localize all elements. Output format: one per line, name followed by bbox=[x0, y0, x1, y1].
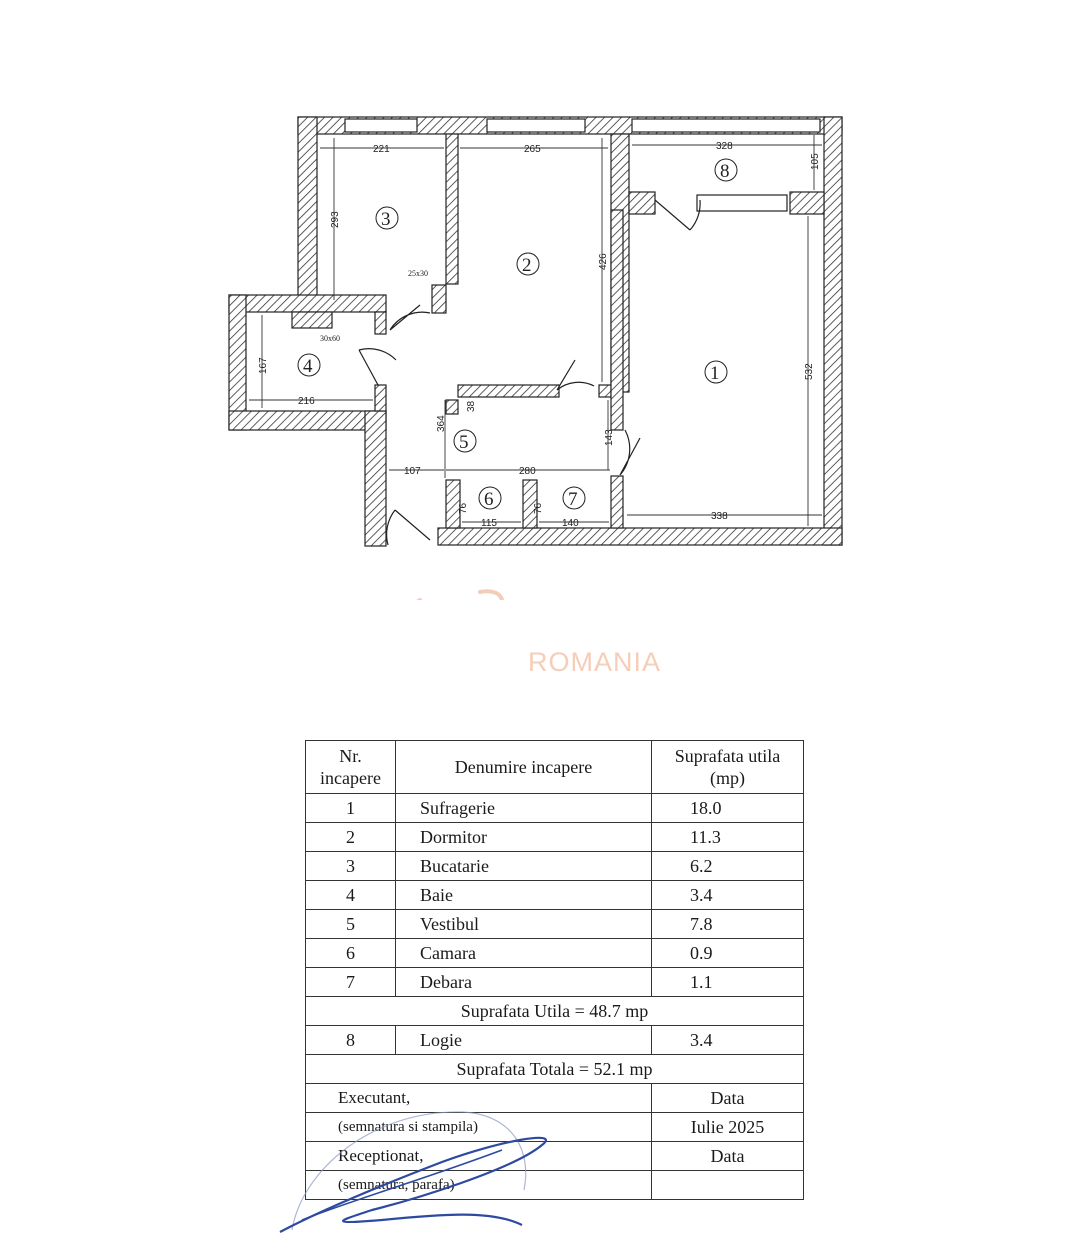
table-row bbox=[306, 939, 804, 968]
row-name: Sufragerie bbox=[396, 794, 652, 823]
data-value: Iulie 2025 bbox=[652, 1113, 804, 1142]
data-label: Data bbox=[652, 1084, 804, 1113]
grand-total: Suprafata Totala = 52.1 mp bbox=[306, 1055, 804, 1084]
dim-r1-width: 338 bbox=[711, 511, 728, 522]
row-area: 18.0 bbox=[652, 794, 804, 823]
row-nr: 3 bbox=[306, 852, 396, 881]
dim-r3-height: 293 bbox=[330, 211, 341, 228]
dim-r5-b: 280 bbox=[519, 466, 536, 477]
row-nr: 8 bbox=[306, 1026, 396, 1055]
row-name: Camara bbox=[396, 939, 652, 968]
room-number-2: 2 bbox=[522, 255, 532, 276]
dim-r2-width: 265 bbox=[524, 144, 541, 155]
executant-sign-note: (semnatura si stampila) bbox=[306, 1113, 652, 1142]
dim-r6-width: 115 bbox=[481, 518, 497, 529]
dim-r7-width: 140 bbox=[562, 518, 579, 529]
dim-r4-height: 167 bbox=[258, 357, 269, 374]
room-number-3: 3 bbox=[381, 209, 391, 230]
receptionat-sign-note: (semnatura, parafa) bbox=[306, 1171, 652, 1200]
row-area: 1.1 bbox=[652, 968, 804, 997]
signature-stamp-icon bbox=[262, 1090, 562, 1237]
watermark-logo-icon bbox=[405, 591, 503, 600]
dim-r2-height: 426 bbox=[598, 253, 609, 270]
watermark-text: ROMANIA bbox=[528, 647, 662, 677]
dim-r7-height: 76 bbox=[533, 502, 544, 514]
dim-r4-width: 216 bbox=[298, 396, 315, 407]
row-nr: 5 bbox=[306, 910, 396, 939]
row-name: Vestibul bbox=[396, 910, 652, 939]
util-total: Suprafata Utila = 48.7 mp bbox=[306, 997, 804, 1026]
shaft-label-2: 30x60 bbox=[320, 334, 340, 343]
dim-niche: 38 bbox=[466, 400, 477, 412]
table-header-row bbox=[306, 741, 804, 794]
row-area: 3.4 bbox=[652, 1026, 804, 1055]
row-area: 7.8 bbox=[652, 910, 804, 939]
room-number-6: 6 bbox=[484, 489, 494, 510]
row-name: Bucatarie bbox=[396, 852, 652, 881]
row-name: Logie bbox=[396, 1026, 652, 1055]
table-row bbox=[306, 968, 804, 997]
row-name: Dormitor bbox=[396, 823, 652, 852]
row-nr: 7 bbox=[306, 968, 396, 997]
row-area: 3.4 bbox=[652, 881, 804, 910]
dim-r8-height: 105 bbox=[810, 153, 821, 170]
room-number-4: 4 bbox=[303, 356, 313, 377]
dim-r3-width: 221 bbox=[373, 144, 390, 155]
table-row bbox=[306, 910, 804, 939]
room-number-8: 8 bbox=[720, 161, 730, 182]
floor-plan bbox=[0, 0, 1081, 600]
row-nr: 1 bbox=[306, 794, 396, 823]
shaft-label-1: 25x30 bbox=[408, 269, 428, 278]
row-nr: 4 bbox=[306, 881, 396, 910]
empty-cell bbox=[652, 1171, 804, 1200]
row-area: 6.2 bbox=[652, 852, 804, 881]
dim-r5-height: 364 bbox=[436, 415, 447, 432]
row-nr: 2 bbox=[306, 823, 396, 852]
row-name: Baie bbox=[396, 881, 652, 910]
table-row bbox=[306, 1026, 804, 1055]
room-number-1: 1 bbox=[710, 363, 720, 384]
dim-r6-height: 76 bbox=[458, 502, 469, 514]
table-row bbox=[306, 823, 804, 852]
util-total-row bbox=[306, 997, 804, 1026]
walls bbox=[229, 117, 842, 546]
table-row bbox=[306, 794, 804, 823]
row-area: 0.9 bbox=[652, 939, 804, 968]
row-area: 11.3 bbox=[652, 823, 804, 852]
grand-total-row bbox=[306, 1055, 804, 1084]
data-label: Data bbox=[652, 1142, 804, 1171]
dim-r5-a: 107 bbox=[404, 466, 421, 477]
room-number-7: 7 bbox=[568, 489, 578, 510]
header-area: Suprafata utila (mp) bbox=[652, 741, 804, 794]
receptionat-label: Receptionat, bbox=[306, 1142, 652, 1171]
header-nr: Nr. incapere bbox=[306, 741, 396, 794]
dim-r1-height: 532 bbox=[804, 363, 815, 380]
executant-label: Executant, bbox=[306, 1084, 652, 1113]
row-nr: 6 bbox=[306, 939, 396, 968]
table-row bbox=[306, 852, 804, 881]
dim-r8-width: 328 bbox=[716, 141, 733, 152]
header-name: Denumire incapere bbox=[396, 741, 652, 794]
room-number-5: 5 bbox=[459, 432, 469, 453]
room-markers bbox=[298, 159, 737, 509]
table-row bbox=[306, 881, 804, 910]
dim-door: 143 bbox=[604, 429, 615, 446]
row-name: Debara bbox=[396, 968, 652, 997]
